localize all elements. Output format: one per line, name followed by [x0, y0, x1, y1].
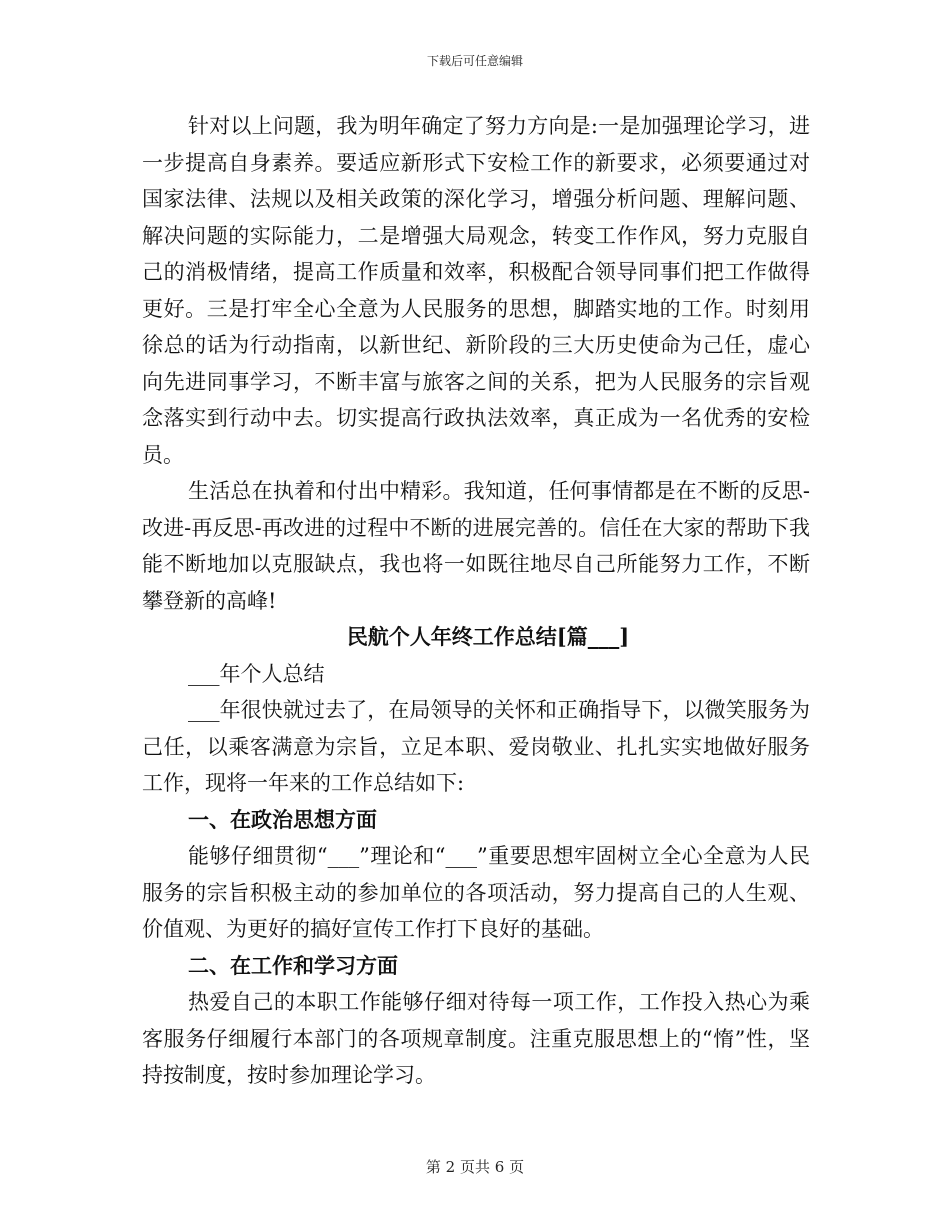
page-header: 下载后可任意编辑 [426, 54, 523, 68]
section-title: 民航个人年终工作总结[篇___] [346, 624, 630, 649]
paragraph-work-and-study: 热爱自己的本职工作能够仔细对待每一项工作，工作投入热心为乘客服务仔细履行本部门的各项规章制度。注重克服思想上的“惰”性，坚持按制度，按时参加理论学习。 [142, 990, 810, 1087]
paragraph-political-thought: 能够仔细贯彻“___”理论和“___”重要思想牢固树立全心全意为人民服务的宗旨积极主动的参加单位的各项活动，努力提高自己的人生观、价值观、为更好的搞好宣传工作打下良好的基础。 [142, 844, 810, 941]
paragraph-improvement-directions: 针对以上问题，我为明年确定了努力方向是:一是加强理论学习，进一步提高自身素养。要适应新形式下安检工作的新要求，必须要通过对国家法律、法规以及相关政策的深化学习，增强分析问题、理解问题、解决问题的实际能力，二是增强大局观念，转变工作作风，努力克服自己的消极情绪，提高工作质量和效率，积极配合领导同事们把工作做得更好。三是打牢全心全意为人民服务的思想，脚踏实地的工作。时刻用徐总的话为行动指南，以新世纪、新阶段的三大历史使命为己任，虚心向先进同事学习，不断丰富与旅客之间的关系，把为人民服务的宗旨观念落实到行动中去。切实提高行政执法效率，真正成为一名优秀的安检员。 [142, 114, 810, 467]
heading-political-thought: 一、在政治思想方面 [188, 806, 377, 832]
paragraph-year-summary-label: ___年个人总结 [188, 661, 325, 686]
paragraph-closing-remarks: 生活总在执着和付出中精彩。我知道，任何事情都是在不断的反思-改进-再反思-再改进的过程中不断的进展完善的。信任在大家的帮助下我能不断地加以克服缺点，我也将一如既往地尽自己所能努力工作，不断攀登新的高峰! [142, 479, 810, 613]
heading-work-and-study: 二、在工作和学习方面 [188, 952, 398, 978]
paragraph-introduction: ___年很快就过去了，在局领导的关怀和正确指导下，以微笑服务为己任，以乘客满意为宗旨，立足本职、爱岗敬业、扎扎实实地做好服务工作，现将一年来的工作总结如下: [142, 698, 810, 795]
document-body [142, 108, 810, 1094]
page-number-footer: 第 2 页共 6 页 [425, 1158, 525, 1176]
